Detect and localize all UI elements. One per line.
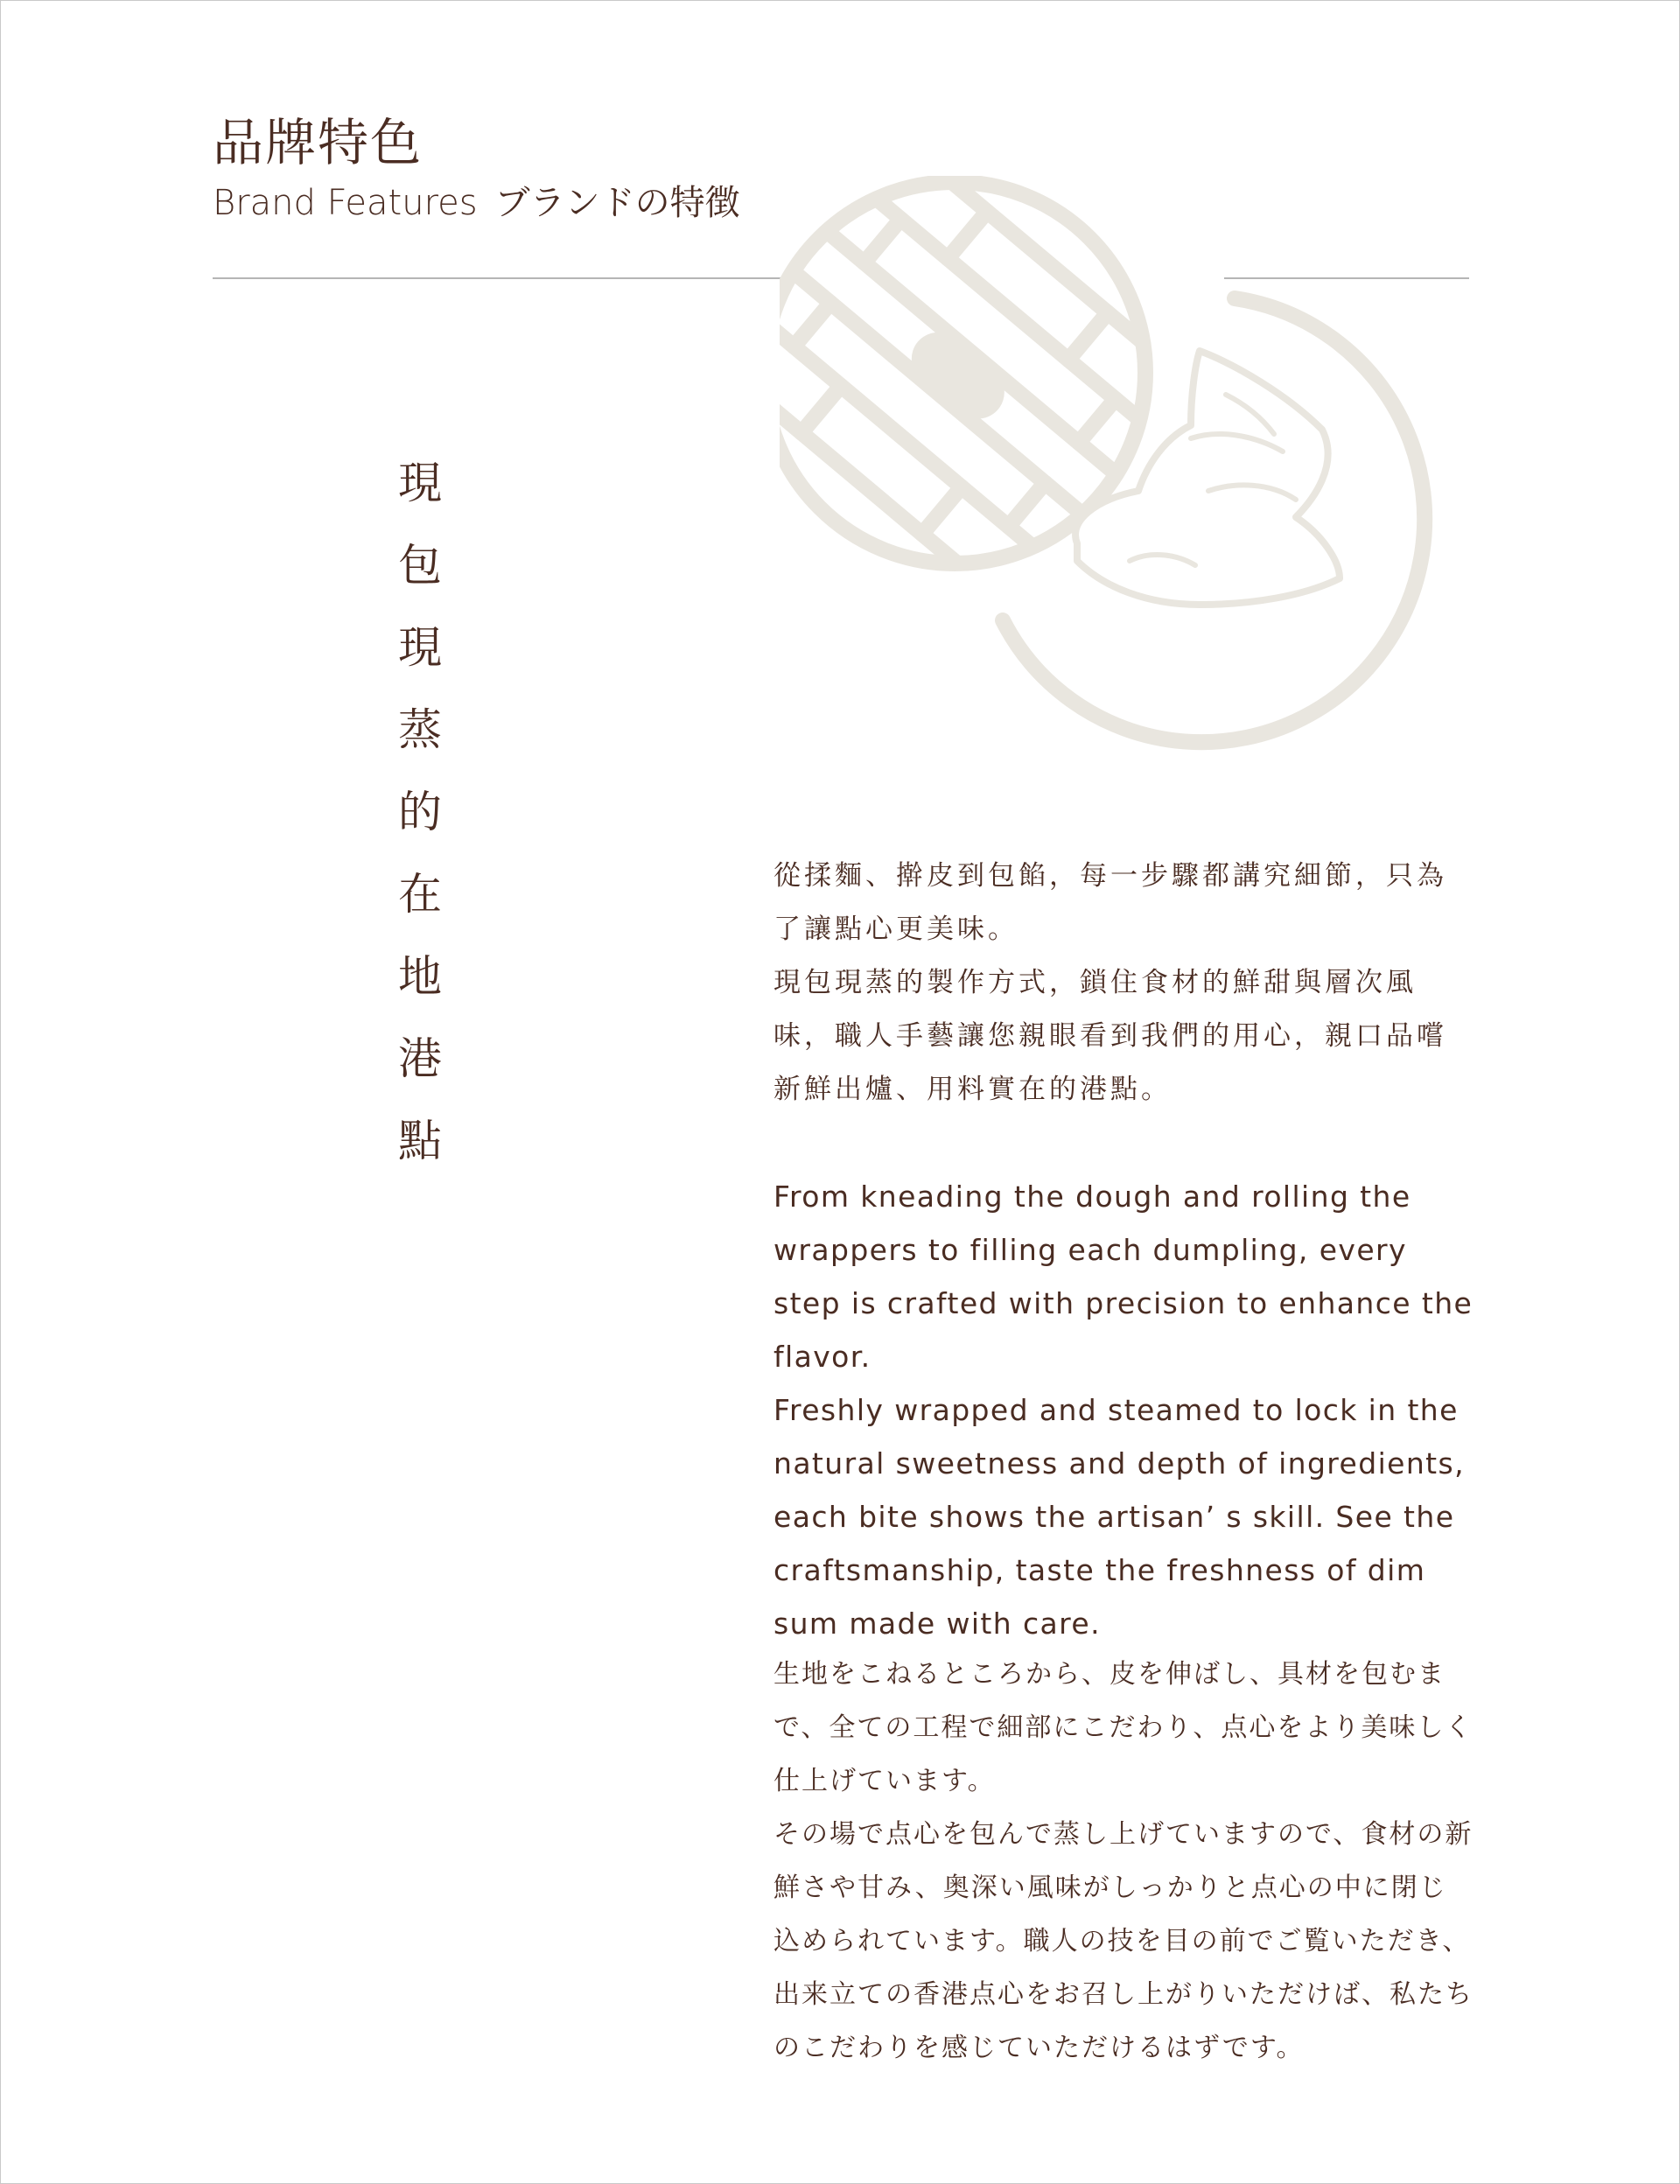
steamer-basket-dumpling-icon [780, 176, 1462, 780]
body-text-zh [774, 850, 1474, 1116]
header-divider-left [213, 277, 809, 279]
page-title-zh: 品牌特色 [213, 113, 424, 172]
body-paragraph-ja-2: その場で点心を包んで蒸し上げていますので、食材の新鮮さや甘み、奥深い風味がしっかりと点心の中に閉じ込められています。職人の技を目の前でご覧いただき、出来立ての香港点心をお召し上がりいただけば、私たちのこだわりを感じていただけるはずです。 [774, 1819, 1474, 2063]
page-title-ja: ブランドの特徴 [494, 183, 740, 223]
body-text-ja [774, 1648, 1474, 2075]
body-paragraph-zh-2: 現包現蒸的製作方式，鎖住食材的鮮甜與層次風味，職人手藝讓您親眼看到我們的用心，親口品嚐新鮮出爐、用料實在的港點。 [774, 967, 1447, 1105]
body-paragraph-en-1: From kneading the dough and rolling the wrappers to filling each dumpling, every step is crafted with precision to enhance the flavor. [774, 1180, 1474, 1374]
body-paragraph-ja-1: 生地をこねるところから、皮を伸ばし、具材を包むまで、全ての工程で細部にこだわり、点心をより美味しく仕上げています。 [774, 1659, 1474, 1796]
body-text-en [774, 1170, 1474, 1650]
body-paragraph-en-2: Freshly wrapped and steamed to lock in the natural sweetness and depth of ingredients, each bite shows the artisan’ s skill. See the craftsmanship, taste the freshness of dim sum made with care. [774, 1393, 1466, 1641]
vertical-slogan: 現包現蒸的在地港點 [391, 459, 442, 1200]
page-title-en: Brand Features [213, 183, 478, 223]
page-subtitle [213, 182, 740, 224]
body-paragraph-zh-1: 從揉麵、擀皮到包餡，每一步驟都講究細節，只為了讓點心更美味。 [774, 860, 1447, 945]
